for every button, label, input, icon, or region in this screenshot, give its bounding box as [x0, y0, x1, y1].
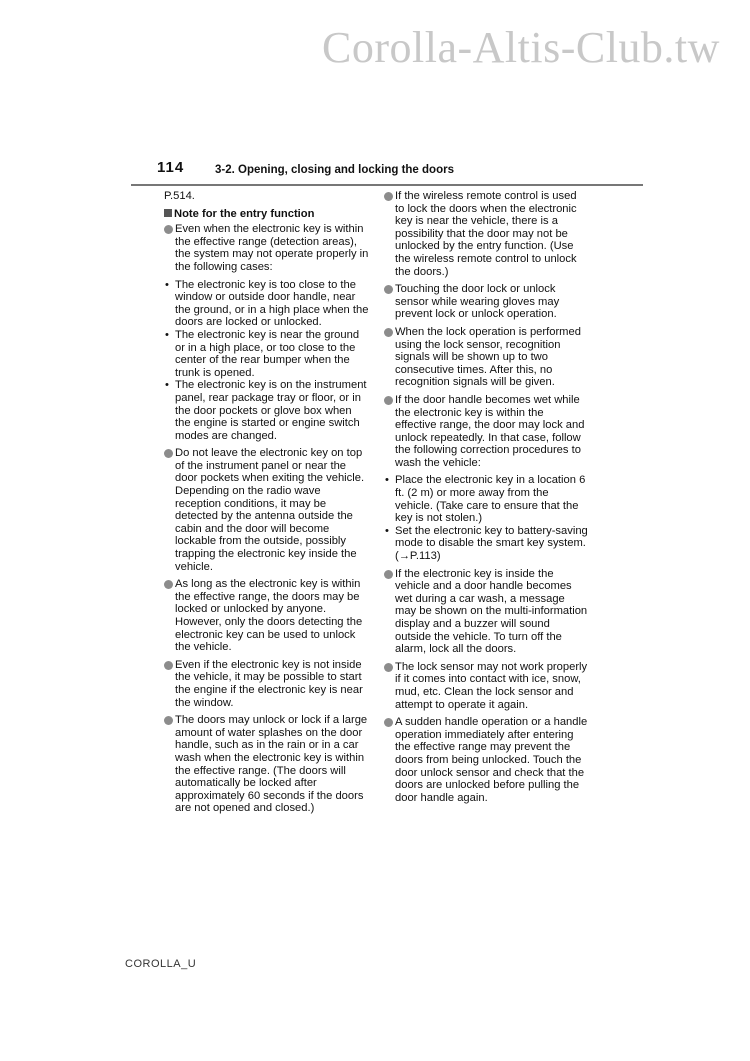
circle-bullet-icon	[384, 396, 393, 405]
page-number: 114	[157, 159, 185, 176]
page-header	[131, 156, 643, 186]
list-item	[384, 190, 588, 278]
list-item-text: Even when the electronic key is within the effective range (detection areas), the system may not operate properly in the following cases:	[175, 223, 369, 273]
section-title: 3-2. Opening, closing and locking the doors	[215, 164, 454, 176]
circle-bullet-icon	[384, 285, 393, 294]
list-item-text: Do not leave the electronic key on top of the instrument panel or near the door pockets when exiting the vehicle. Depending on the radio wave reception conditions, it may be detected by the antenna outside the cabin and the door will become lockable from the outside, possibly trapping the electronic key inside the vehicle.	[175, 447, 365, 573]
list-item	[164, 714, 369, 815]
sub-list	[384, 474, 588, 562]
list-item	[384, 283, 588, 321]
circle-bullet-icon	[384, 192, 393, 201]
right-column	[384, 190, 588, 809]
note-heading	[164, 208, 369, 221]
list-item	[384, 568, 588, 656]
circle-bullet-icon	[164, 225, 173, 234]
list-item	[164, 578, 369, 654]
square-bullet-icon	[164, 209, 172, 217]
list-item	[384, 716, 588, 804]
list-item-text: If the door handle becomes wet while the electronic key is within the effective range, the door may lock and unlock repeatedly. In that case, follow the following correction procedures to wash the vehicle:	[395, 393, 585, 469]
sub-list-item: • The electronic key is near the ground or in a high place, or too close to the center of the rear bumper when the trunk is opened.	[165, 328, 360, 379]
list-item	[164, 223, 369, 273]
sub-list-item: • Place the electronic key in a location 6 ft. (2 m) or more away from the vehicle. (Take care to ensure that the key is not stolen.)	[385, 474, 586, 525]
circle-bullet-icon	[164, 580, 173, 589]
sub-list-item-text: Set the electronic key to battery-saving mode to disable the smart key system. (→P.113)	[395, 524, 588, 563]
left-column	[164, 190, 369, 820]
circle-bullet-icon	[384, 663, 393, 672]
watermark: Corolla-Altis-Club.tw	[322, 23, 720, 72]
list-item-text: When the lock operation is performed using the lock sensor, recognition signals will be shown up to two consecutive times. After this, no recognition signals will be given.	[395, 325, 581, 389]
sub-list-item: • Set the electronic key to battery-saving mode to disable the smart key system. (→P.113)	[385, 524, 588, 563]
list-item-text: Even if the electronic key is not inside the vehicle, it may be possible to start the engine if the electronic key is near the window.	[175, 658, 363, 709]
sub-list	[164, 279, 369, 443]
sub-list-item-text: Place the electronic key in a location 6 ft. (2 m) or more away from the vehicle. (Take care to ensure that the key is not stolen.)	[395, 474, 586, 525]
sub-list-item-text: The electronic key is too close to the window or outside door handle, near the ground, or in a high place when the doors are locked or unlocked.	[175, 278, 369, 329]
circle-bullet-icon	[164, 449, 173, 458]
sub-list-item-text: The electronic key is on the instrument panel, rear package tray or floor, or in the door pockets or glove box when the engine is started or engine switch modes are changed.	[175, 379, 367, 442]
list-item-text: If the electronic key is inside the vehicle and a door handle becomes wet during a car wash, a message may be shown on the multi-information display and a buzzer will sound outside the vehicle. To turn off the alarm, lock all the doors.	[395, 567, 588, 656]
list-item-text: The doors may unlock or lock if a large amount of water splashes on the door handle, such as in the rain or in a car wash when the electronic key is within the effective range. (The doors will automatically be locked after approximately 60 seconds if the doors are not opened and closed.)	[175, 714, 368, 815]
footer-label: COROLLA_U	[125, 958, 197, 970]
note-heading-text: Note for the entry function	[174, 207, 315, 220]
list-item-text: If the wireless remote control is used to lock the doors when the electronic key is near the vehicle, there is a possibility that the door may not be unlocked by the entry function. (Use the wireless remote control to unlock the doors.)	[395, 190, 577, 278]
circle-bullet-icon	[384, 328, 393, 337]
circle-bullet-icon	[164, 661, 173, 670]
intro-text: P.514.	[164, 190, 195, 202]
list-item-text: Touching the door lock or unlock sensor while wearing gloves may prevent lock or unlock operation.	[395, 283, 560, 321]
list-item	[384, 326, 588, 389]
list-item	[164, 659, 369, 709]
list-item-text: The lock sensor may not work properly if it comes into contact with ice, snow, mud, etc. Clean the lock sensor and attempt to operate it again.	[395, 660, 588, 711]
sub-list-item: • The electronic key is too close to the window or outside door handle, near the ground, or in a high place when the doors are locked or unlocked.	[165, 278, 369, 329]
list-item-text: As long as the electronic key is within the effective range, the doors may be locked or unlocked by anyone. However, only the doors detecting the electronic key can be used to unlock the vehicle.	[175, 578, 363, 654]
list-item-text: A sudden handle operation or a handle operation immediately after entering the effective range may prevent the doors from being unlocked. Touch the door unlock sensor and check that the doors are unlocked before pulling the door handle again.	[395, 716, 588, 804]
list-item	[164, 447, 369, 573]
circle-bullet-icon	[384, 570, 393, 579]
list-item	[384, 661, 588, 711]
circle-bullet-icon	[384, 718, 393, 727]
sub-list-item-text: The electronic key is near the ground or in a high place, or too close to the center of the rear bumper when the trunk is opened.	[175, 328, 360, 379]
sub-list-item: • The electronic key is on the instrument panel, rear package tray or floor, or in the door pockets or glove box when the engine is started or engine switch modes are changed.	[165, 379, 367, 442]
list-item	[384, 394, 588, 470]
circle-bullet-icon	[164, 716, 173, 725]
